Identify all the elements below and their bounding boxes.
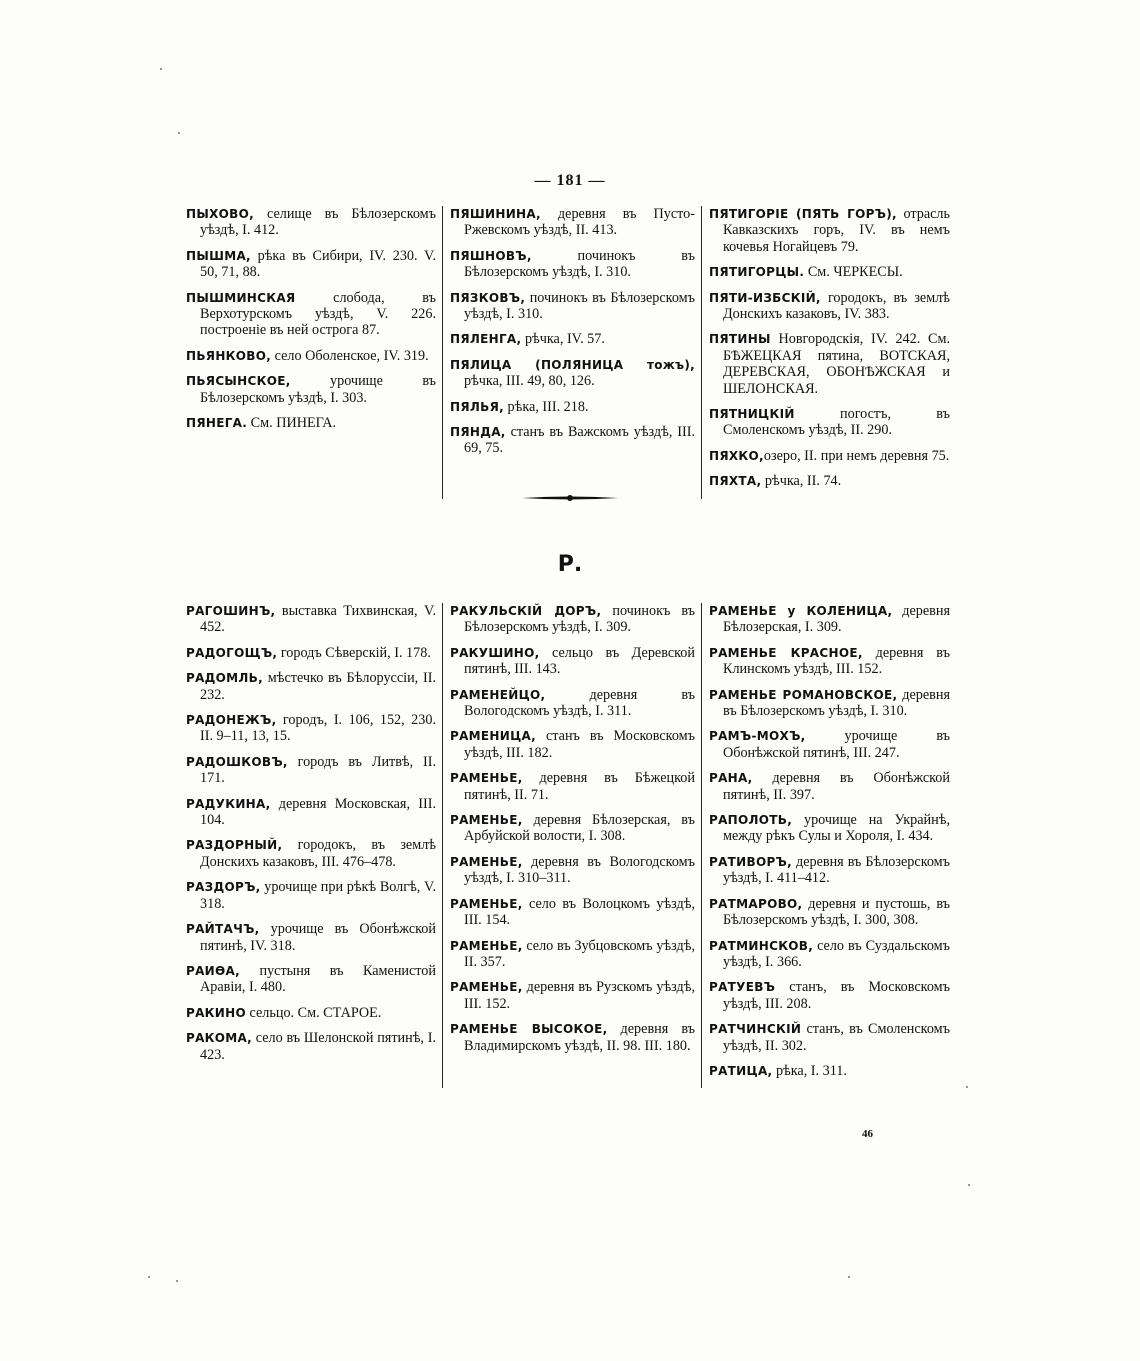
index-entry bbox=[186, 373, 436, 406]
index-entry bbox=[186, 796, 436, 829]
entry-text: деревня въ Клинскомъ уѣздѣ, III. 152. bbox=[723, 644, 950, 678]
index-entry bbox=[450, 290, 695, 323]
entry-text: деревня въ Рузскомъ уѣздѣ, III. 152. bbox=[464, 979, 695, 1012]
entry-text: погостъ, въ Смоленскомъ уѣздѣ, II. 290. bbox=[723, 406, 950, 439]
entry-text: рѣчка, III. 49, 80, 126. bbox=[464, 373, 595, 390]
index-entry bbox=[450, 424, 695, 457]
entry-headword: ПЫШМА, bbox=[186, 248, 251, 263]
entry-headword: РАЙТАЧЪ, bbox=[186, 922, 260, 937]
index-entry bbox=[709, 206, 950, 255]
entry-headword: РАДУКИНА, bbox=[186, 796, 271, 811]
index-entry bbox=[450, 357, 695, 390]
index-entry bbox=[709, 473, 950, 489]
index-entry bbox=[186, 603, 436, 636]
entry-text: селище въ Бѣлозерскомъ уѣздѣ, I. 412. bbox=[200, 206, 436, 239]
entry-text: деревня Бѣлозерская, въ Арбуйской волости, I. 308. bbox=[464, 812, 695, 845]
entry-text: деревня и пустошь, въ Бѣлозерскомъ уѣздѣ, I. 300, 308. bbox=[723, 895, 950, 929]
index-entry bbox=[450, 854, 695, 887]
entry-headword: РАТИВОРЪ, bbox=[709, 854, 792, 869]
index-entry bbox=[709, 812, 950, 845]
entry-headword: ПЯХКО, bbox=[709, 448, 764, 463]
entry-text: сельцо. См. СТАРОЕ. bbox=[245, 1004, 382, 1021]
index-entry bbox=[186, 754, 436, 787]
entry-headword: РАМЕНИЦА, bbox=[450, 729, 536, 744]
entry-text: деревня въ Пусто-Ржевскомъ уѣздѣ, II. 413. bbox=[464, 206, 695, 239]
index-entry bbox=[709, 770, 950, 803]
index-column-2 bbox=[442, 603, 701, 1088]
scan-speck bbox=[148, 1276, 150, 1278]
entry-headword: РАКИНО bbox=[186, 1005, 246, 1020]
entry-text: деревня въ Владимирскомъ уѣздѣ, II. 98. III. 180. bbox=[464, 1021, 695, 1054]
entry-headword: РАЗДОРНЫЙ, bbox=[186, 838, 283, 853]
entry-text: деревня Московская, III. 104. bbox=[200, 795, 436, 829]
entry-text: деревня въ Бѣжецкой пятинѣ, II. 71. bbox=[464, 770, 695, 803]
entry-text: деревня въ Обонѣжской пятинѣ, II. 397. bbox=[723, 770, 950, 803]
entry-headword: РАМЕНЕЙЦО, bbox=[450, 687, 546, 702]
index-entry bbox=[186, 206, 436, 239]
entry-headword: ПЯНДА, bbox=[450, 425, 506, 440]
entry-text: деревня въ Бѣлозерскомъ уѣздѣ, I. 310. bbox=[723, 686, 950, 720]
entry-headword: ПЫШМИНСКАЯ bbox=[186, 290, 296, 305]
index-entry bbox=[709, 264, 950, 280]
entry-headword: РАДОНЕЖЪ, bbox=[186, 713, 277, 728]
entry-text: рѣка въ Сибири, IV. 230. V. 50, 71, 88. bbox=[200, 247, 436, 281]
index-entry bbox=[450, 645, 695, 678]
index-entry bbox=[186, 248, 436, 281]
entry-text: Новгородскія, IV. 242. См. БѢЖЕЦКАЯ пятина, ВОТСКАЯ, ДЕРЕВСКАЯ, ОБОНѢЖСКАЯ и ШЕЛОНСКАЯ. bbox=[723, 331, 950, 397]
index-entry bbox=[709, 406, 950, 439]
entry-headword: РАМЪ-МОХЪ, bbox=[709, 729, 806, 744]
index-column-2 bbox=[442, 206, 701, 499]
entry-headword: ПЬЯСЫНСКОЕ, bbox=[186, 374, 291, 389]
entry-text: урочище въ Обонѣжской пятинѣ, IV. 318. bbox=[200, 921, 436, 954]
entry-text: деревня въ Вологодскомъ уѣздѣ, I. 311. bbox=[464, 686, 695, 720]
index-entry bbox=[186, 415, 436, 431]
entry-headword: ПЯЛЕНГА, bbox=[450, 332, 522, 347]
entry-text: урочище въ Обонѣжской пятинѣ, III. 247. bbox=[723, 728, 950, 761]
entry-text: городъ въ Литвѣ, II. 171. bbox=[200, 753, 436, 787]
index-entry bbox=[450, 979, 695, 1012]
top-columns bbox=[186, 206, 956, 499]
entry-headword: ПЯШИНИНА, bbox=[450, 207, 541, 221]
entry-headword: РАТМИНСКОВ, bbox=[709, 938, 814, 953]
entry-text: озеро, II. при немъ деревня 75. bbox=[763, 447, 950, 464]
entry-text: урочище въ Бѣлозерскомъ уѣздѣ, I. 303. bbox=[200, 373, 436, 406]
entry-headword: РАТМАРОВО, bbox=[709, 896, 803, 911]
index-entry bbox=[450, 938, 695, 971]
entry-text: См. ПИНЕГА. bbox=[247, 415, 337, 432]
entry-headword: РАТИЦА, bbox=[709, 1063, 773, 1078]
entry-text: село въ Шелонской пятинѣ, I. 423. bbox=[200, 1030, 436, 1063]
index-entry bbox=[186, 712, 436, 745]
index-entry bbox=[450, 687, 695, 720]
index-entry bbox=[709, 645, 950, 678]
entry-headword: РАКУЛЬСКІЙ ДОРЪ, bbox=[450, 604, 602, 618]
scan-speck bbox=[176, 1280, 178, 1282]
index-entry bbox=[186, 1030, 436, 1063]
entry-headword: РАМЕНЬЕ, bbox=[450, 980, 523, 995]
entry-headword: ПЯТИГОРІЕ (ПЯТЬ ГОРЪ), bbox=[709, 207, 897, 221]
entry-headword: ПЯТИГОРЦЫ. bbox=[709, 265, 805, 280]
entry-text: станъ, въ Смоленскомъ уѣздѣ, II. 302. bbox=[723, 1021, 950, 1054]
entry-headword: РАТУЕВЪ bbox=[709, 980, 776, 995]
entry-text: деревня Бѣлозерская, I. 309. bbox=[723, 603, 950, 636]
entry-text: деревня въ Вологодскомъ уѣздѣ, I. 310–311. bbox=[464, 853, 695, 887]
index-entry bbox=[450, 1021, 695, 1054]
entry-text: рѣка, III. 218. bbox=[504, 398, 589, 415]
scan-speck bbox=[160, 68, 162, 70]
entry-text: рѣчка, IV. 57. bbox=[521, 331, 605, 348]
printer-signature: 46 bbox=[862, 1128, 873, 1140]
entry-headword: ПЯШНОВЪ, bbox=[450, 248, 532, 263]
index-entry bbox=[709, 854, 950, 887]
index-entry bbox=[186, 290, 436, 339]
index-entry bbox=[709, 603, 950, 636]
index-entry bbox=[709, 979, 950, 1012]
entry-text: городъ, I. 106, 152, 230. II. 9–11, 13, 15. bbox=[200, 712, 436, 745]
entry-headword: РАПОЛОТЬ, bbox=[709, 813, 793, 828]
entry-text: починокъ въ Бѣлозерскомъ уѣздѣ, I. 310. bbox=[464, 247, 695, 281]
entry-text: село въ Зубцовскомъ уѣздѣ, II. 357. bbox=[464, 937, 695, 970]
entry-text: станъ, въ Московскомъ уѣздѣ, III. 208. bbox=[723, 979, 950, 1012]
entry-text: отрасль Кавказскихъ горъ, IV. въ немъ кочевья Ногайцевъ 79. bbox=[723, 206, 950, 255]
index-entry bbox=[450, 399, 695, 415]
entry-headword: ПЯЛИЦА (ПОЛЯНИЦА тожъ), bbox=[450, 357, 695, 372]
index-entry bbox=[186, 879, 436, 912]
entry-text: станъ въ Важскомъ уѣздѣ, III. 69, 75. bbox=[464, 424, 695, 457]
index-entry bbox=[709, 1021, 950, 1054]
index-entry bbox=[186, 645, 436, 661]
scan-speck bbox=[968, 1184, 970, 1186]
entry-text: починокъ въ Бѣлозерскомъ уѣздѣ, I. 310. bbox=[464, 289, 695, 323]
entry-headword: ПЯНЕГА. bbox=[186, 416, 248, 431]
entry-headword: РАЗДОРЪ, bbox=[186, 880, 261, 895]
entry-text: деревня въ Бѣлозерскомъ уѣздѣ, I. 411–412. bbox=[723, 853, 950, 887]
entry-headword: РАГОШИНЪ, bbox=[186, 604, 276, 618]
entry-text: городъ Сѣверскій, I. 178. bbox=[277, 644, 431, 661]
index-entry bbox=[450, 896, 695, 929]
entry-headword: РАМЕНЬЕ, bbox=[450, 813, 523, 828]
index-entry bbox=[186, 670, 436, 703]
entry-text: урочище на Украйнѣ, между рѣкъ Сулы и Хороля, I. 434. bbox=[723, 812, 950, 845]
index-entry bbox=[186, 921, 436, 954]
entry-text: мѣстечко въ Бѣлоруссіи, II. 232. bbox=[200, 670, 436, 703]
index-entry bbox=[186, 963, 436, 996]
entry-headword: ПЯХТА, bbox=[709, 474, 762, 489]
bottom-columns bbox=[186, 603, 956, 1088]
index-entry bbox=[186, 348, 436, 364]
scan-speck bbox=[178, 132, 180, 134]
entry-headword: РАМЕНЬЕ, bbox=[450, 854, 523, 869]
entry-text: рѣчка, II. 74. bbox=[761, 473, 842, 490]
index-entry bbox=[709, 896, 950, 929]
index-entry bbox=[450, 248, 695, 281]
index-entry bbox=[450, 331, 695, 347]
entry-headword: РАКУШИНО, bbox=[450, 645, 540, 660]
index-column-3 bbox=[701, 603, 956, 1088]
entry-headword: ПЫХОВО, bbox=[186, 207, 254, 221]
entry-headword: РАНА, bbox=[709, 771, 753, 786]
entry-text: село въ Суздальскомъ уѣздѣ, I. 366. bbox=[723, 937, 950, 970]
entry-text: урочище при рѣкѣ Волгѣ, V. 318. bbox=[200, 879, 436, 912]
index-entry bbox=[709, 687, 950, 720]
entry-text: село Оболенское, IV. 319. bbox=[271, 347, 429, 364]
entry-headword: РАДОМЛЬ, bbox=[186, 671, 263, 686]
entry-headword: ПЯТИНЫ bbox=[709, 332, 771, 347]
index-entry bbox=[709, 448, 950, 464]
entry-headword: РАМЕНЬЕ ВЫСОКОЕ, bbox=[450, 1022, 608, 1037]
index-column-3 bbox=[701, 206, 956, 499]
entry-text: слобода, въ Верхотурскомъ уѣздѣ, V. 226. построеніе въ ней острога 87. bbox=[200, 289, 436, 339]
index-entry bbox=[709, 1063, 950, 1079]
index-entry bbox=[709, 331, 950, 397]
entry-headword: РАМЕНЬЕ у КОЛЕНИЦА, bbox=[709, 604, 893, 618]
index-entry bbox=[186, 1005, 436, 1021]
index-entry bbox=[709, 938, 950, 971]
index-entry bbox=[450, 812, 695, 845]
entry-headword: ПЯТНИЦКІЙ bbox=[709, 407, 795, 422]
entry-headword: РАТЧИНСКІЙ bbox=[709, 1022, 802, 1037]
entry-text: сельцо въ Деревской пятинѣ, III. 143. bbox=[464, 644, 695, 678]
entry-text: пустыня въ Каменистой Аравіи, I. 480. bbox=[200, 962, 436, 996]
entry-headword: РАМЕНЬЕ РОМАНОВСКОЕ, bbox=[709, 687, 898, 702]
index-column-1 bbox=[186, 603, 442, 1088]
entry-headword: РАИѲА, bbox=[186, 963, 240, 978]
entry-headword: РАКОМА, bbox=[186, 1031, 252, 1046]
index-entry bbox=[450, 603, 695, 636]
entry-headword: РАДОГОЩЪ, bbox=[186, 645, 278, 660]
index-entry bbox=[450, 728, 695, 761]
entry-text: городокъ, въ землѣ Донскихъ казаковъ, III. 476–478. bbox=[200, 837, 436, 870]
entry-headword: ПЯЗКОВЪ, bbox=[450, 290, 526, 305]
entry-text: выставка Тихвинская, V. 452. bbox=[200, 603, 436, 636]
section-divider bbox=[520, 494, 620, 502]
entry-text: станъ въ Московскомъ уѣздѣ, III. 182. bbox=[464, 728, 695, 761]
entry-headword: ПЯЛЬЯ, bbox=[450, 399, 504, 414]
page-number: — 181 — bbox=[534, 172, 606, 189]
section-letter: Р. bbox=[557, 552, 583, 577]
entry-headword: ПЯТИ-ИЗБСКІЙ, bbox=[709, 290, 821, 305]
entry-text: См. ЧЕРКЕСЫ. bbox=[804, 264, 903, 281]
index-entry bbox=[709, 290, 950, 323]
entry-text: село въ Волоцкомъ уѣздѣ, III. 154. bbox=[464, 895, 695, 929]
entry-headword: РАМЕНЬЕ, bbox=[450, 896, 523, 911]
index-column-1 bbox=[186, 206, 442, 499]
entry-text: починокъ въ Бѣлозерскомъ уѣздѣ, I. 309. bbox=[464, 603, 695, 636]
entry-headword: РАМЕНЬЕ, bbox=[450, 771, 523, 786]
entry-headword: РАМЕНЬЕ, bbox=[450, 938, 523, 953]
index-entry bbox=[450, 770, 695, 803]
scan-speck bbox=[848, 1276, 850, 1278]
entry-headword: РАДОШКОВЪ, bbox=[186, 754, 288, 769]
index-entry bbox=[709, 728, 950, 761]
entry-headword: ПЬЯНКОВО, bbox=[186, 348, 272, 363]
entry-text: рѣка, I. 311. bbox=[772, 1062, 847, 1079]
index-entry bbox=[186, 837, 436, 870]
scan-speck bbox=[966, 1086, 968, 1088]
entry-text: городокъ, въ землѣ Донскихъ казаковъ, IV. 383. bbox=[723, 289, 950, 323]
entry-headword: РАМЕНЬЕ КРАСНОЕ, bbox=[709, 645, 863, 660]
index-entry bbox=[450, 206, 695, 239]
